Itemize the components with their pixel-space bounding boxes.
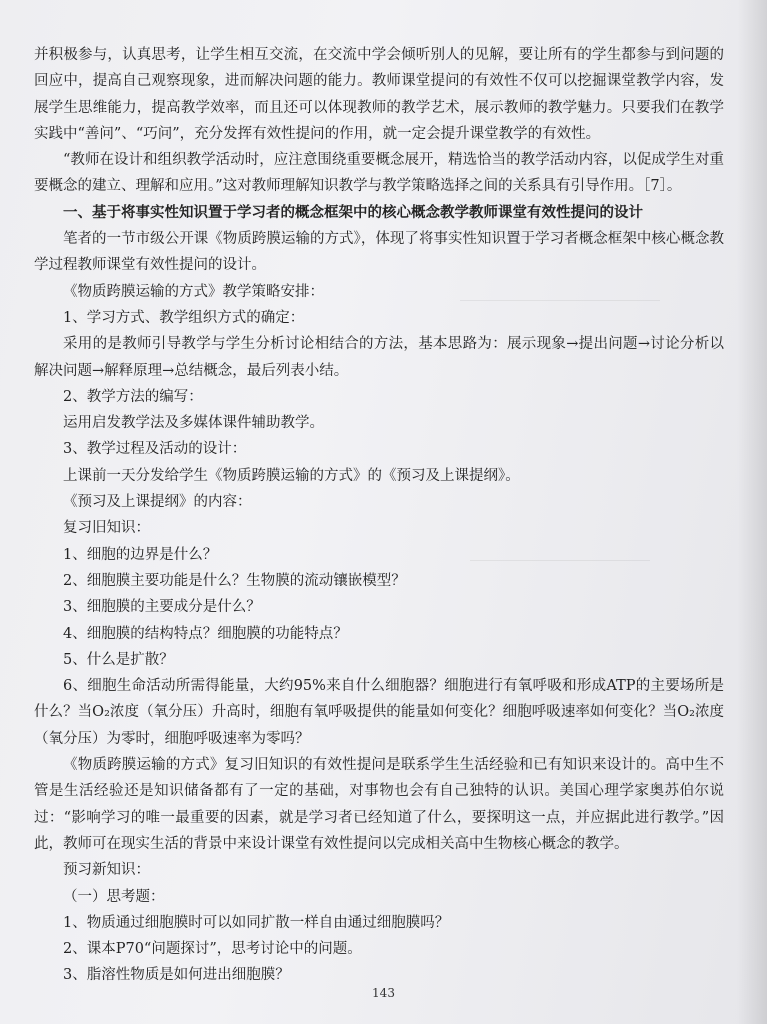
item-1-heading: 1、学习方式、教学组织方式的确定：	[63, 309, 305, 326]
outline-title: 《预习及上课提纲》的内容：	[63, 494, 252, 511]
page-number: 143	[372, 986, 395, 1000]
paragraph-quote: “教师在设计和组织教学活动时，应注意围绕重要概念展开，精选恰当的教学活动内容，以促成学生对重要概念的建立、理解和应用。”这对教师理解知识教学与教学策略选择之间的关系具有引导作用。［7］。	[34, 152, 724, 195]
preview-heading: 预习新知识：	[63, 862, 150, 879]
paragraph-ausubel: 《物质跨膜运输的方式》复习旧知识的有效性提问是联系学生生活经验和已有知识来设计的。高中生不管是生活经验还是知识储备都有了一定的基础，对事物也会有自己独特的认识。美国心理学家奥苏伯尔说过：“影响学习的唯一最重要的因素，就是学习者已经知道了什么，要探明这一点，并应据此进行教学。”因此，教师可在现实生活的背景中来设计课堂有效性提问以完成相关高中生物核心概念的教学。	[34, 757, 724, 852]
strategy-title: 《物质跨膜运输的方式》教学策略安排：	[63, 283, 324, 300]
thinking-question: 3、脂溶性物质是如何进出细胞膜？	[63, 967, 290, 984]
paragraph-intro: 并积极参与，认真思考，让学生相互交流，在交流中学会倾听别人的见解，要让所有的学生都参与到问题的回应中，提高自己观察现象，进而解决问题的能力。教师课堂提问的有效性不仅可以挖掘课堂教学内容，发展学生思维能力，提高教学效率，而且还可以体现教师的教学艺术，展示教师的教学魅力。只要我们在教学实践中“善问”、“巧问”，充分发挥有效性提问的作用，就一定会提升课堂教学的有效性。	[34, 47, 724, 142]
review-question: 6、细胞生命活动所需得能量，大约95%来自什么细胞器？细胞进行有氧呼吸和形成ATP的主要场所是什么？当O₂浓度（氧分压）升高时，细胞有氧呼吸提供的能量如何变化？细胞呼吸速率如何变化？当O₂浓度（氧分压）为零时，细胞呼吸速率为零吗？	[34, 678, 724, 747]
item-2-heading: 2、教学方法的编写：	[63, 388, 203, 405]
page-body	[34, 42, 724, 989]
item-3-heading: 3、教学过程及活动的设计：	[63, 441, 247, 458]
review-question: 4、细胞膜的结构特点？细胞膜的功能特点？	[63, 625, 348, 642]
item-3-text: 上课前一天分发给学生《物质跨膜运输的方式》的《预习及上课提纲》。	[63, 467, 520, 484]
thinking-heading: （一）思考题：	[63, 888, 165, 905]
item-2-text: 运用启发教学法及多媒体课件辅助教学。	[63, 415, 324, 432]
review-heading: 复习旧知识：	[63, 520, 150, 537]
binding-shadow	[737, 0, 767, 1024]
paragraph-lesson: 笔者的一节市级公开课《物质跨膜运输的方式》，体现了将事实性知识置于学习者概念框架中核心概念教学过程教师课堂有效性提问的设计。	[34, 231, 724, 274]
section-heading: 一、基于将事实性知识置于学习者的概念框架中的核心概念教学教师课堂有效性提问的设计	[63, 203, 643, 221]
review-question: 1、细胞的边界是什么？	[63, 546, 218, 563]
review-question: 5、什么是扩散？	[63, 651, 174, 668]
review-question: 2、细胞膜主要功能是什么？生物膜的流动镶嵌模型？	[63, 572, 406, 589]
thinking-question: 2、课本P70“问题探讨”，思考讨论中的问题。	[63, 941, 362, 958]
review-question: 3、细胞膜的主要成分是什么？	[63, 599, 261, 616]
item-1-text: 采用的是教师引导教学与学生分析讨论相结合的方法，基本思路为：展示现象→提出问题→讨论分析以解决问题→解释原理→总结概念，最后列表小结。	[34, 336, 724, 379]
thinking-question: 1、物质通过细胞膜时可以如同扩散一样自由通过细胞膜吗？	[63, 914, 450, 931]
